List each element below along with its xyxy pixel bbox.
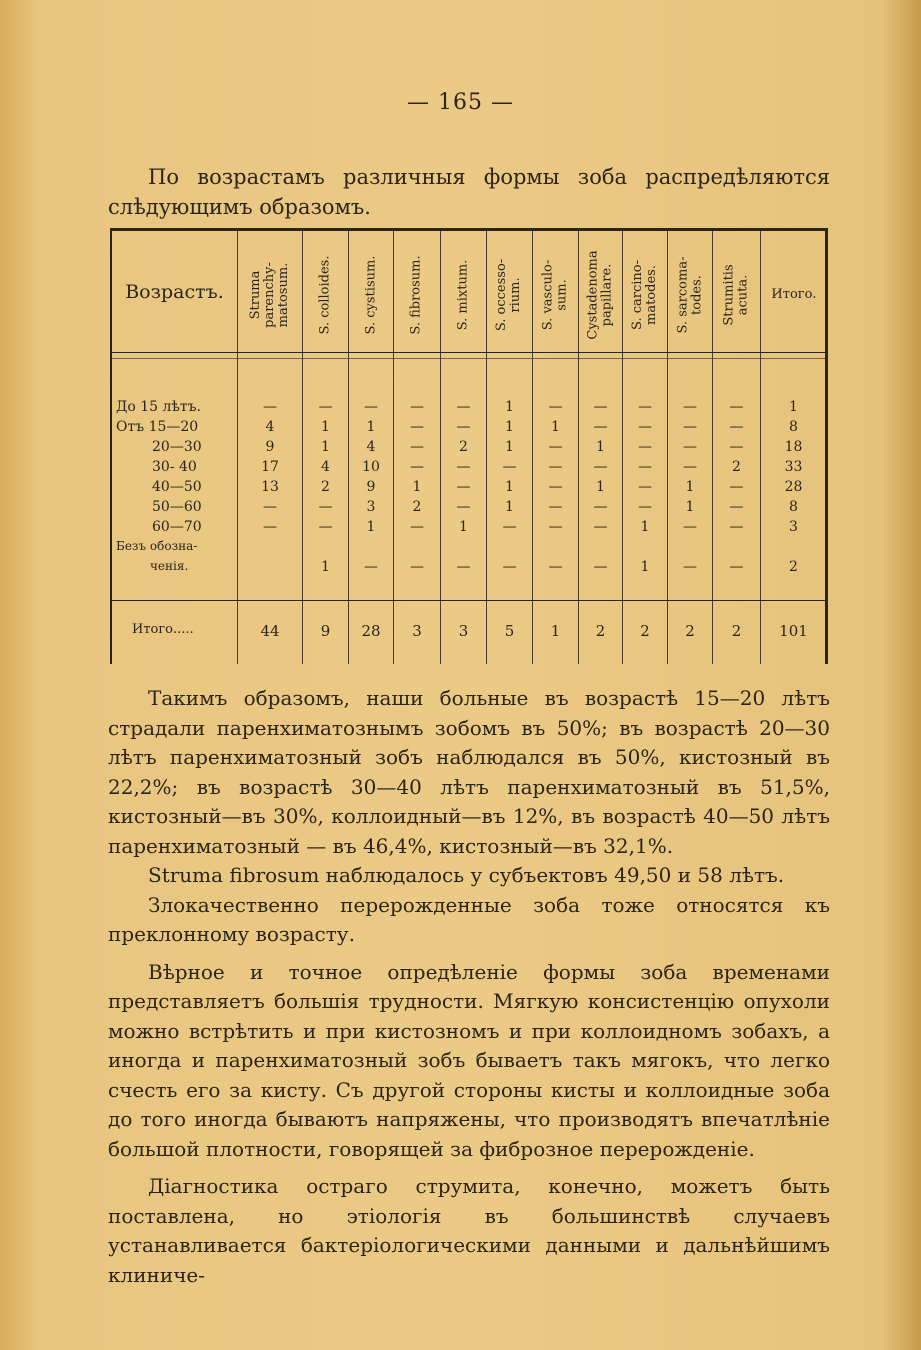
table-cell: — [729,479,744,495]
table-cell: — [729,419,744,435]
table-cell: 1 [596,439,605,455]
table-row [112,539,826,579]
table-cell: — [548,459,563,475]
table-cell: — [364,399,378,415]
column-header: Cystadenoma papillare. [585,250,615,340]
table-cell: — [263,519,277,535]
table-cell: — [263,499,277,515]
column-header: S. occesso- rium. [494,258,524,332]
table-cell: — [593,459,608,475]
paragraph: Struma fibrosum наблюдалось у субъектовъ 49,50 и 58 лѣтъ. [148,863,785,887]
table-cell: 2 [732,459,741,475]
column-header: S. sarcoma- todes. [675,256,705,334]
table-cell: — [548,479,563,495]
column-header: S. carcino- matodes. [630,260,660,330]
table-cell: 1 [321,439,330,455]
table-cell: 2 [321,479,330,495]
total-cell: 2 [595,622,606,640]
table-cell: 1 [551,419,560,435]
paragraph: Злокачественно перерожденные зоба тоже относятся къ преклонному возрасту. [108,892,830,946]
row-label: Отъ 15—20 [116,419,199,435]
table-cell: 1 [366,419,376,435]
table-cell: — [638,439,652,455]
table-cell: — [548,499,563,515]
table-cell: — [456,499,471,515]
total-cell: 2 [640,622,650,640]
table-cell: — [318,399,333,415]
table-cell: 4 [265,419,275,435]
table-cell: 2 [459,439,468,455]
row-total: 1 [789,399,798,415]
total-cell: 5 [504,622,515,640]
table-cell: — [548,439,563,455]
column-header: Strumitis acuta. [721,264,751,326]
row-total: 18 [784,439,803,455]
table-cell: — [410,459,424,475]
table-row [112,439,826,459]
totals-row [112,622,826,642]
row-total: 33 [784,459,803,475]
row-label: Безъ обозна- [116,539,198,553]
table-row [112,399,826,419]
table-cell: — [263,399,277,415]
table-cell: — [410,399,424,415]
table-cell: — [638,499,652,515]
total-column-header: Итого. [771,287,817,302]
table-cell: — [548,519,563,535]
table-cell: — [548,559,563,575]
table-cell: — [638,479,652,495]
table-cell: — [410,519,424,535]
table-cell: 1 [640,519,650,535]
body-text [108,684,830,1290]
table-row [112,419,826,439]
row-total: 3 [789,519,798,535]
paragraph: Вѣрное и точное опредѣленіе формы зоба временами представляетъ большія трудности. Мягкую консистенцію опухоли можно встрѣтить и при кистозномъ и при коллоидномъ зобахъ, а иногда и паренхиматозный зобъ бываетъ такъ мягокъ, что легко счесть его за кисту. Съ другой стороны кисты и коллоидные зоба до того иногда бываютъ напряжены, что производятъ впечатлѣніе большой плотности, говорящей за фиброзное перерожденіе. [108,959,830,1161]
column-header: S. vasculo- sum. [540,259,570,331]
column-header: S. cystisum. [363,255,379,335]
header-rule [112,352,826,353]
paragraph: Діагностика остраго струмита, конечно, можетъ быть поставлена, но этіологія въ большинствѣ случаевъ устанавливается бактеріологическими данными и дальнѣйшимъ клиниче- [108,1174,830,1287]
table-cell: 1 [505,479,514,495]
table-cell: — [456,459,471,475]
table-cell: 10 [362,459,380,475]
table-cell: — [729,399,744,415]
header-rule-2 [112,358,826,359]
table-cell: 1 [505,499,514,515]
table-cell: 4 [366,439,376,455]
table-cell: 1 [640,559,650,575]
intro-paragraph: По возрастамъ различныя формы зоба распредѣляются слѣдующимъ образомъ. [108,165,830,219]
table-cell: 1 [685,499,695,515]
table-cell: 9 [366,479,376,495]
totals-rule [112,600,826,601]
total-cell: 28 [361,622,381,640]
totals-label: Итого..... [132,622,194,637]
table-cell: 3 [366,499,376,515]
table-row [112,459,826,479]
table-cell: — [683,399,697,415]
column-header: S. colloides. [317,255,333,335]
page-number: — 165 — [407,90,514,115]
table-cell: — [548,399,563,415]
table-cell: 1 [412,479,422,495]
table-cell: — [683,519,697,535]
table-cell: 1 [685,479,695,495]
table-cell: — [502,459,517,475]
intro-text [108,162,830,222]
table-cell: 1 [505,399,514,415]
table-cell: — [456,479,471,495]
total-cell: 2 [731,622,742,640]
table-cell: — [502,559,517,575]
table-cell: 4 [321,459,330,475]
total-cell: 3 [412,622,422,640]
table-cell: — [729,499,744,515]
table-cell: — [410,419,424,435]
table-cell: — [638,399,652,415]
table-cell: — [318,499,333,515]
table-cell: 1 [596,479,605,495]
row-label: 20—30 [152,439,202,455]
paragraph: Такимъ образомъ, наши больные въ возрастѣ 15—20 лѣтъ страдали паренхиматознымъ зобомъ въ 50%; въ возрастѣ 20—30 лѣтъ паренхиматозный зобъ наблюдался въ 50%, кистозный въ 22,2%; въ возрастѣ 30—40 лѣтъ паренхиматозный въ 51,5%, кистозный—въ 30%, коллоидный—въ 12%, въ возрастѣ 40—50 лѣтъ паренхиматозный — въ 46,4%, кистозный—въ 32,1%. [108,686,830,858]
table-cell: — [456,559,471,575]
table-cell: — [638,459,652,475]
column-header: Struma parenchy- matosum. [248,262,291,328]
table-cell: — [593,559,608,575]
table-cell: 1 [505,439,514,455]
table-cell: 1 [505,419,514,435]
column-header: S. fibrosum. [409,255,424,335]
age-column-header: Возрастъ. [125,281,224,303]
row-label: ченія. [150,559,189,573]
table-cell: — [456,399,471,415]
row-total: 8 [789,419,798,435]
total-cell: 1 [550,622,561,640]
table-cell: — [593,519,608,535]
table-cell: — [729,439,744,455]
table-cell: — [729,559,744,575]
table-cell: 1 [321,559,330,575]
row-total: 28 [784,479,803,495]
table-cell: 1 [366,519,376,535]
row-total: 2 [789,559,798,575]
table-cell: — [364,559,378,575]
table-cell: 1 [321,419,330,435]
table-cell: 13 [261,479,279,495]
row-label: До 15 лѣтъ. [116,399,201,415]
table-row [112,479,826,499]
table-cell: — [683,439,697,455]
table-cell: 17 [261,459,279,475]
row-label: 50—60 [152,499,202,515]
table-cell: — [410,439,424,455]
total-cell: 9 [320,622,331,640]
table-cell: — [318,519,333,535]
table-cell: — [683,419,697,435]
grand-total: 101 [779,622,808,640]
table-cell: — [638,419,652,435]
row-label: 60—70 [152,519,202,535]
table-row [112,499,826,519]
table-cell: — [683,459,697,475]
age-distribution-table [110,228,828,664]
table-cell: 1 [459,519,468,535]
table-row [112,519,826,539]
row-label: 40—50 [152,479,202,495]
table-cell: — [729,519,744,535]
table-cell: — [593,399,608,415]
row-total: 8 [789,499,798,515]
table-cell: — [456,419,471,435]
row-label: 30- 40 [152,459,197,475]
table-cell: 9 [265,439,275,455]
table-cell: — [410,559,424,575]
table-cell: — [502,519,517,535]
total-cell: 44 [260,622,280,640]
table-cell: 2 [412,499,422,515]
total-cell: 3 [458,622,469,640]
total-cell: 2 [685,622,695,640]
table-cell: — [683,559,697,575]
table-cell: — [593,419,608,435]
column-header: S. mixtum. [455,259,471,331]
table-cell: — [593,499,608,515]
